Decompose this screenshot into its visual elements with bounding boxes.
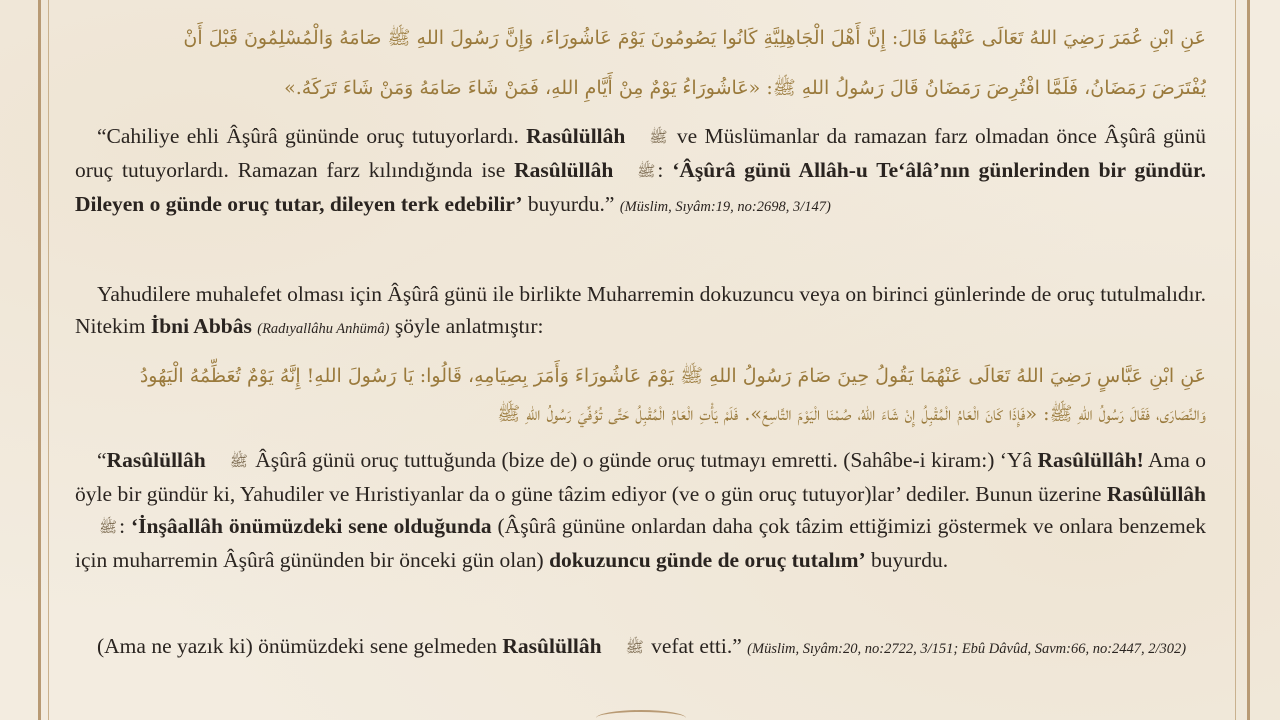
hadith-quote: ‘İnşâallâh önümüzdeki sene olduğunda (131, 514, 492, 538)
translation-paragraph-1 (75, 120, 1206, 223)
text: : (119, 514, 131, 538)
text: (Ama ne yazık ki) önümüzdeki sene gelmeden (97, 634, 503, 658)
source-citation: (Müslim, Sıyâm:20, no:2722, 3/151; Ebû Dâvûd, Savm:66, no:2447, 2/302) (747, 641, 1187, 657)
page-content (75, 0, 1206, 720)
prophet-name: Rasûlüllâh! (1037, 448, 1144, 472)
hadith-quote: dokuzuncu günde de oruç tutalım’ (549, 548, 866, 572)
bottom-ornament (596, 710, 686, 720)
source-citation: (Müslim, Sıyâm:19, no:2698, 3/147) (619, 199, 831, 215)
honorific-icon: ﷺ (637, 164, 656, 180)
honorific-icon: ﷺ (229, 454, 248, 470)
honorific-icon: ﷺ (625, 640, 644, 656)
text: şöyle anlatmıştır: (389, 314, 544, 338)
text: Ama o öyle bir gündür ki, Yahudiler ve Hıristiyanlar da o güne tâzim ediyor (ve o gün oruç tutuyor)lar’ dediler. Bunun üzerine (75, 448, 1206, 506)
arabic-hadith-2 (75, 358, 1206, 432)
text: : (657, 158, 673, 182)
companion-name: İbni Abbâs (150, 314, 252, 338)
honorific-icon: ﷺ (649, 130, 668, 146)
text: buyurdu.” (522, 192, 620, 216)
translation-paragraph-3 (75, 444, 1206, 576)
arabic-hadith-1-line-1: عَنِ ابْنِ عُمَرَ رَضِيَ اللهُ تَعَالَى عَنْهُمَا قَالَ: إِنَّ أَهْلَ الْجَاهِلِيَّةِ كَانُوا يَصُومُونَ يَوْمَ عَاشُورَاءَ، وَإِنَّ رَسُولَ اللهِ ﷺ صَامَهُ وَالْمُسْلِمُونَ قَبْلَ أَنْ (183, 27, 1206, 49)
prophet-name: Rasûlüllâh (502, 634, 602, 658)
translation-paragraph-4 (75, 632, 1206, 663)
prophet-name: Rasûlüllâh (106, 448, 206, 472)
text: “ (97, 448, 107, 472)
arabic-hadith-2-line-2: وَالنَّصَارَى، فَقَالَ رَسُولُ اللهِ ﷺ: «فَإِذَا كَانَ الْعَامُ الْمُقْبِلُ إِنْ شَاءَ اللهُ، صُمْنَا الْيَوْمَ التَّاسِعَ». فَلَمْ يَأْتِ الْعَامُ الْمُقْبِلُ حَتَّى تُوُفِّيَ رَسُولُ اللهِ ﷺ (497, 403, 1206, 425)
text: vefat etti.” (645, 634, 748, 658)
text: “Cahiliye ehli Âşûrâ gününde oruç tutuyorlardı. (97, 124, 527, 148)
text: buyurdu. (865, 548, 949, 572)
translation-paragraph-2 (75, 278, 1206, 345)
text: ve Müslümanlar da ramazan farz olmadan önce Âşûrâ günü oruç tutuyorlardı. Ramazan farz kılındığında ise (75, 124, 1206, 182)
honorific-phrase: (Radıyallâhu Anhümâ) (257, 321, 390, 337)
text: Yahudilere muhalefet olması için Âşûrâ günü ile birlikte Muharremin dokuzuncu veya on birinci günlerinde de oruç tutulmalıdır. Nitekim (75, 282, 1206, 338)
arabic-hadith-1 (75, 20, 1206, 106)
text: Âşûrâ günü oruç tuttuğunda (bize de) o günde oruç tutmayı emretti. (Sahâbe-i kiram:) ‘Yâ (249, 448, 1038, 472)
prophet-name: Rasûlüllâh (526, 124, 626, 148)
arabic-hadith-1-line-2: يُفْتَرَضَ رَمَضَانُ، فَلَمَّا افْتُرِضَ رَمَضَانُ قَالَ رَسُولُ اللهِ ﷺ: «عَاشُورَاءُ يَوْمٌ مِنْ أَيَّامِ اللهِ، فَمَنْ شَاءَ صَامَهُ وَمَنْ شَاءَ تَرَكَهُ.» (284, 77, 1206, 99)
honorific-icon: ﷺ (99, 520, 118, 536)
arabic-hadith-2-line-1: عَنِ ابْنِ عَبَّاسٍ رَضِيَ اللهُ تَعَالَى عَنْهُمَا يَقُولُ حِينَ صَامَ رَسُولُ اللهِ ﷺ يَوْمَ عَاشُورَاءَ وَأَمَرَ بِصِيَامِهِ، قَالُوا: يَا رَسُولَ اللهِ! إِنَّهُ يَوْمٌ تُعَظِّمُهُ الْيَهُودُ (139, 365, 1206, 387)
hadith-quote: ‘Âşûrâ günü Allâh-u Te‘âlâ’nın günlerinden bir gündür. Dileyen o günde oruç tutar, dileyen terk edebilir’ (75, 158, 1206, 216)
text: (Âşûrâ gününe onlardan daha çok tâzim ettiğimizi göstermek ve onlara benzemek için muharremin Âşûrâ gününden bir önceki gün olan) (75, 514, 1206, 572)
prophet-name: Rasûlüllâh (514, 158, 614, 182)
prophet-name: Rasûlüllâh (1106, 482, 1206, 506)
